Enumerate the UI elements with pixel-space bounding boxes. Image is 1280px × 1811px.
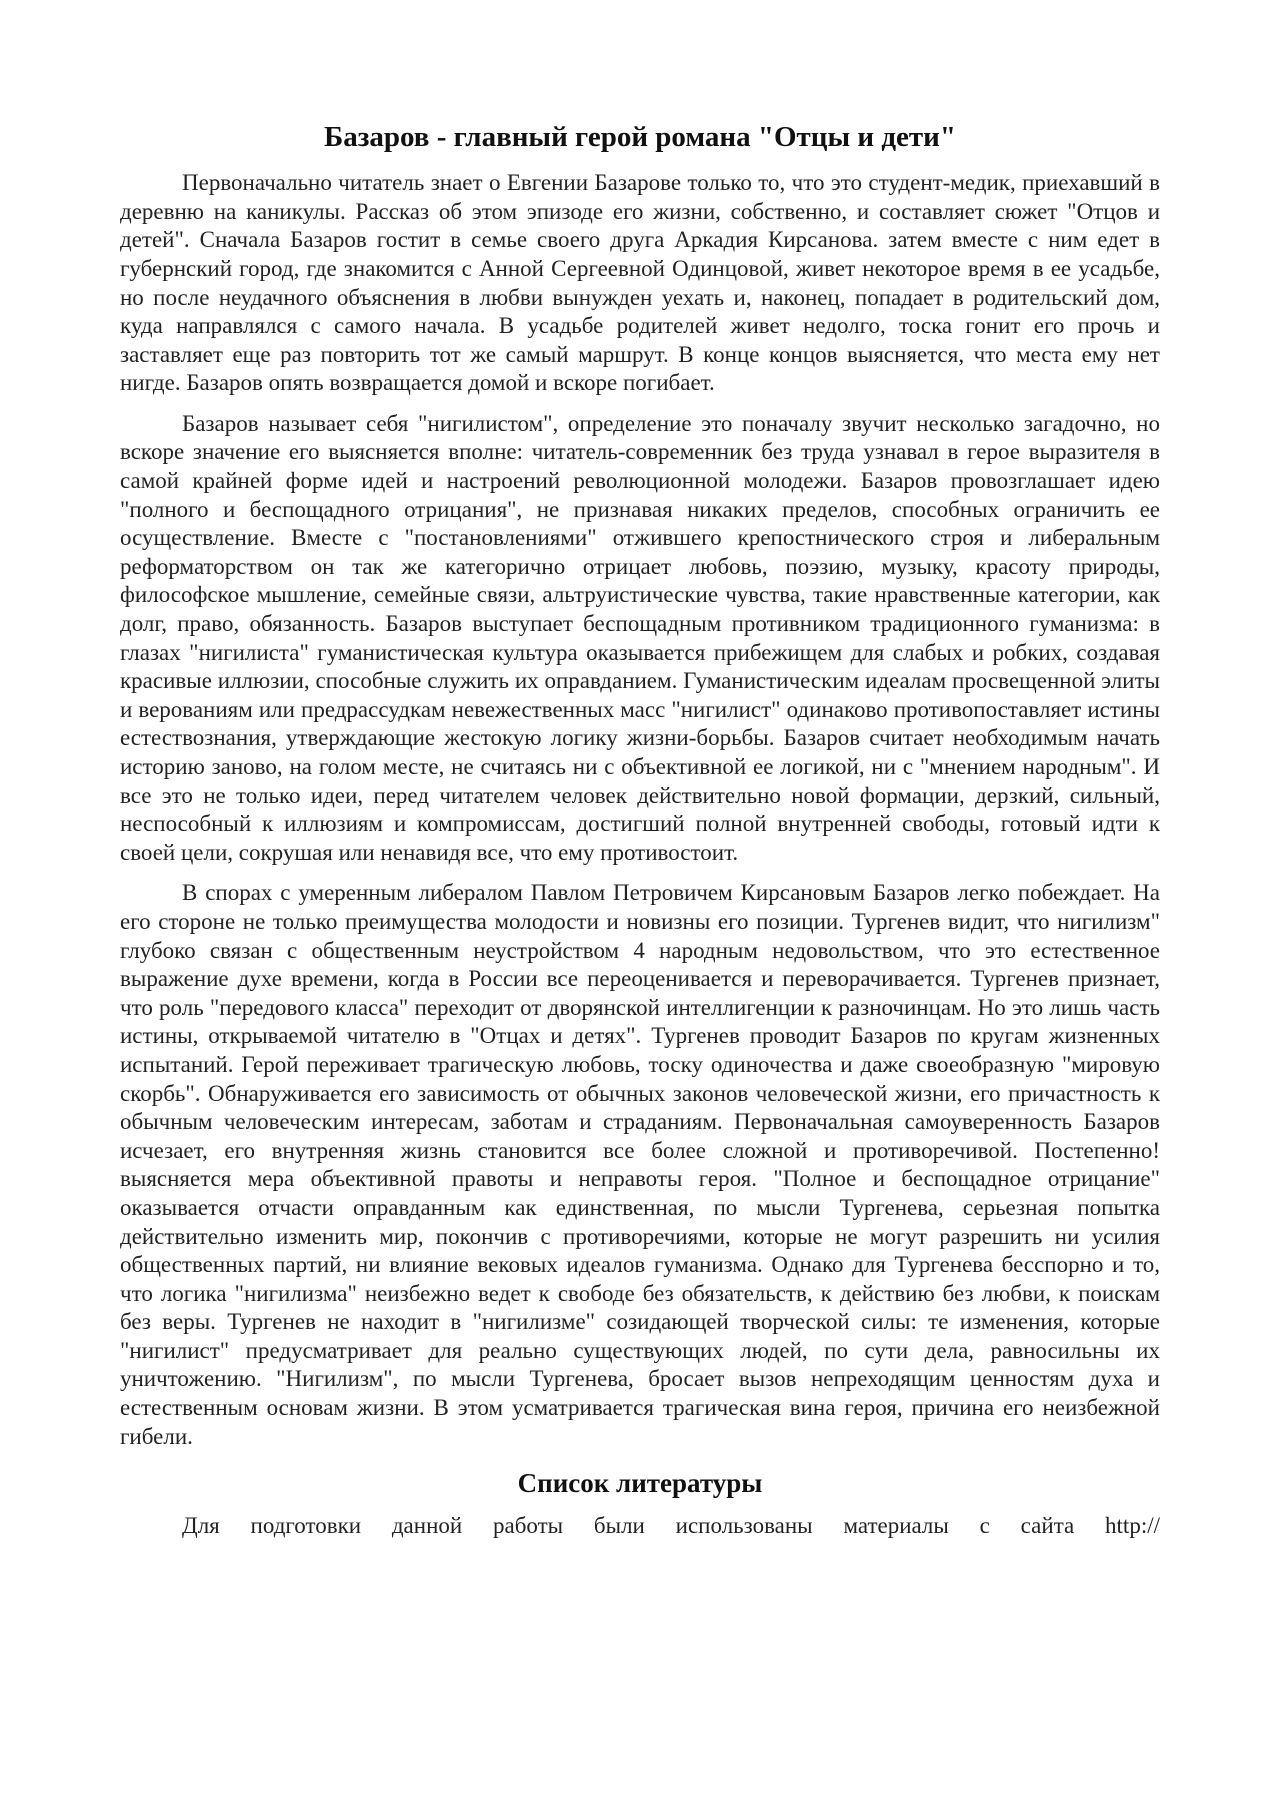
references-heading: Список литературы: [517, 1468, 763, 1499]
paragraph-3: В спорах с умеренным либералом Павлом Петровичем Кирсановым Базаров легко побеждает. На его стороне не только преимущества молодости и новизны его позиции. Тургенев видит, что нигилизм" глубоко связан с общественным неустройством 4 народным недовольством, что это естественное выражение духе времени, когда в России все переоценивается и переворачивается. Тургенев признает, что роль "передового класса" переходит от дворянской интеллигенции к разночинцам. Но это лишь часть истины, открываемой читателю в "Отцах и детях". Тургенев проводит Базаров по кругам жизненных испытаний. Герой переживает трагическую любовь, тоску одиночества и даже своеобразную "мировую скорбь". Обнаруживается его зависимость от обычных законов человеческой жизни, его причастность к обычным человеческим интересам, заботам и страданиям. Первоначальная самоуверенность Базаров исчезает, его внутренняя жизнь становится все более сложной и противоречивой. Постепенно! выясняется мера объективной правоты и неправоты героя. "Полное и беспощадное отрицание" оказывается отчасти оправданным как единственная, по мысли Тургенева, серьезная попытка действительно изменить мир, покончив с противоречиями, которые не могут разрешить ни усилия общественных партий, ни влияние вековых идеалов гуманизма. Однако для Тургенева бесспорно и то, что логика "нигилизма" неизбежно ведет к свободе без обязательств, к действию без любви, к поискам без веры. Тургенев не находит в "нигилизме" созидающей творческой силы: те изменения, которые "нигилист" предусматривает для реально существующих людей, по сути дела, равносильны их уничтожению. "Нигилизм", по мысли Тургенева, бросает вызов непреходящим ценностям духа и естественным основам жизни. В этом усматривается трагическая вина героя, причина его неизбежной гибели.: [120, 880, 1160, 1449]
document-page: [120, 118, 1160, 1540]
paragraph-1: Первоначально читатель знает о Евгении Базарове только то, что это студент-медик, приехавший в деревню на каникулы. Рассказ об этом эпизоде его жизни, собственно, и составляет сюжет "Отцов и детей". Сначала Базаров гостит в семье своего друга Аркадия Кирсанова. затем вместе с ним едет в губернский город, где знакомится с Анной Сергеевной Одинцовой, живет некоторое время в ее усадьбе, но после неудачного объяснения в любви вынужден уехать и, наконец, попадает в родительский дом, куда направлялся с самого начала. В усадьбе родителей живет недолго, тоска гонит его прочь и заставляет еще раз повторить тот же самый маршрут. В конце концов выясняется, что места ему нет нигде. Базаров опять возвращается домой и вскоре погибает.: [120, 170, 1160, 396]
document-title: Базаров - главный герой романа "Отцы и дети": [324, 121, 956, 153]
paragraph-2: Базаров называет себя "нигилистом", определение это поначалу звучит несколько загадочно, но вскоре значение его выясняется вполне: читатель-современник без труда узнавал в герое выразителя в самой крайней форме идей и настроений революционной молодежи. Базаров провозглашает идею "полного и беспощадного отрицания", не признавая никаких пределов, способных ограничить ее осуществление. Вместе с "постановлениями" отжившего крепостнического строя и либеральным реформаторством он так же категорично отрицает любовь, поэзию, музыку, красоту природы, философское мышление, семейные связи, альтруистические чувства, такие нравственные категории, как долг, право, обязанность. Базаров выступает беспощадным противником традиционного гуманизма: в глазах "нигилиста" гуманистическая культура оказывается прибежищем для слабых и робких, создавая красивые иллюзии, способные служить их оправданием. Гуманистическим идеалам просвещенной элиты и верованиям или предрассудкам невежественных масс "нигилист" одинаково противопоставляет истины естествознания, утверждающие жестокую логику жизни-борьбы. Базаров считает необходимым начать историю заново, на голом месте, не считаясь ни с объективной ее логикой, ни с "мнением народным". И все это не только идеи, перед читателем человек действительно новой формации, дерзкий, сильный, неспособный к иллюзиям и компромиссам, достигший полной внутренней свободы, готовый идти к своей цели, сокрушая или ненавидя все, что ему противостоит.: [120, 410, 1160, 865]
references-text: Для подготовки данной работы были использованы материалы с сайта http://: [182, 1512, 1160, 1538]
